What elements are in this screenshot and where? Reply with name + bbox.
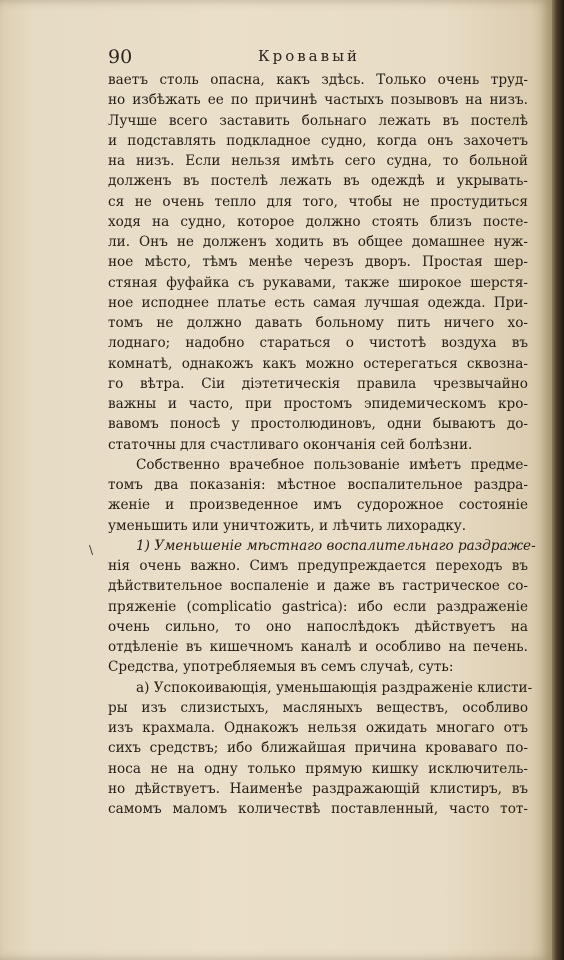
text-line: отдѣленіе въ кишечномъ каналѣ и особливо на печень. bbox=[108, 639, 528, 655]
text-line: очень сильно, то оно напослѣдокъ дѣйствуетъ на bbox=[108, 618, 528, 635]
text-line: сихъ средствъ; ибо ближайшая причина кроваваго по- bbox=[108, 740, 528, 757]
text-line: 1) Уменьшеніе мѣстнаго воспалительнаго раздраже- bbox=[136, 537, 536, 554]
text-line: и подставлять подкладное судно, когда онъ захочетъ bbox=[108, 132, 528, 149]
text-line: долженъ въ постелѣ лежать въ одеждѣ и укрывать- bbox=[108, 173, 528, 190]
text-line: вавомъ поносѣ у простолюдиновъ, одни бываютъ до- bbox=[108, 416, 528, 433]
text-line: томъ два показанія: мѣстное воспалительное раздра- bbox=[108, 477, 528, 493]
running-head: Кровавый bbox=[258, 47, 361, 65]
text-line: Средства, употребляемыя въ семъ случаѣ, суть: bbox=[108, 659, 454, 676]
marginal-mark: \ bbox=[89, 543, 94, 557]
text-line: ся не очень тепло для того, чтобы не простудиться bbox=[108, 193, 528, 210]
page-header bbox=[108, 46, 528, 70]
text-line: ры изъ слизистыхъ, масляныхъ веществъ, особливо bbox=[108, 699, 528, 716]
text-line: носа не на одну только прямую кишку исключитель- bbox=[108, 760, 528, 777]
text-line: лоднаго; надобно стараться о чистотѣ воздуха въ bbox=[108, 335, 528, 352]
body-text bbox=[108, 70, 536, 819]
text-line: ли. Онъ не долженъ ходить въ общее домашнее нуж- bbox=[108, 234, 528, 250]
text-line: на низъ. Если нельзя имѣть сего судна, то больной bbox=[108, 153, 528, 169]
text-line: ходя на судно, которое должно стоять близъ посте- bbox=[108, 213, 528, 230]
book-edge bbox=[552, 0, 564, 960]
text-line: самомъ маломъ количествѣ поставленный, часто тот- bbox=[108, 801, 528, 817]
text-line: ное мѣсто, тѣмъ менѣе черезъ дворъ. Простая шер- bbox=[108, 254, 528, 271]
text-line: стяная фуфайка съ рукавами, также широкое шерстя- bbox=[108, 274, 528, 291]
page-number: 90 bbox=[108, 46, 133, 68]
text-line: статочны для счастливаго окончанія сей болѣзни. bbox=[108, 436, 473, 453]
text-line: уменьшить или уничтожить, и лѣчить лихорадку. bbox=[108, 517, 467, 534]
text-line: го вѣтра. Сіи діэтетическія правила чрезвычайно bbox=[108, 375, 528, 392]
text-line: ваетъ столь опасна, какъ здѣсь. Только очень труд- bbox=[108, 72, 528, 88]
text-line: нія очень важно. Симъ предупреждается переходъ въ bbox=[108, 558, 528, 574]
text-line: а) Успокоивающія, уменьшающія раздраженіе клисти- bbox=[136, 679, 533, 696]
text-line: Собственно врачебное пользованіе имѣетъ предме- bbox=[136, 456, 528, 473]
text-line: но дѣйствуетъ. Наименѣе раздражающій клистиръ, въ bbox=[108, 780, 528, 797]
text-line: важны и часто, при простомъ эпидемическомъ кро- bbox=[108, 396, 528, 412]
text-line: Лучше всего заставить больнаго лежать въ постелѣ bbox=[108, 112, 528, 129]
text-line: томъ не должно давать больному пить ничего хо- bbox=[108, 315, 528, 331]
text-line: дѣйствительное воспаленіе и даже въ гастрическое со- bbox=[108, 578, 528, 595]
text-line: женіе и произведенное имъ судорожное состояніе bbox=[108, 497, 528, 514]
text-line: комнатѣ, однакожъ какъ можно остерегаться сквозна- bbox=[108, 355, 528, 372]
text-line: ное исподнее платье есть самая лучшая одежда. При- bbox=[108, 294, 528, 311]
text-line: изъ крахмала. Однакожъ нельзя ожидать многаго отъ bbox=[108, 720, 528, 736]
text-line: но избѣжать ее по причинѣ частыхъ позывовъ на низъ. bbox=[108, 92, 528, 109]
text-line: пряженіе (complicatio gastrica): ибо если раздраженіе bbox=[108, 598, 528, 615]
